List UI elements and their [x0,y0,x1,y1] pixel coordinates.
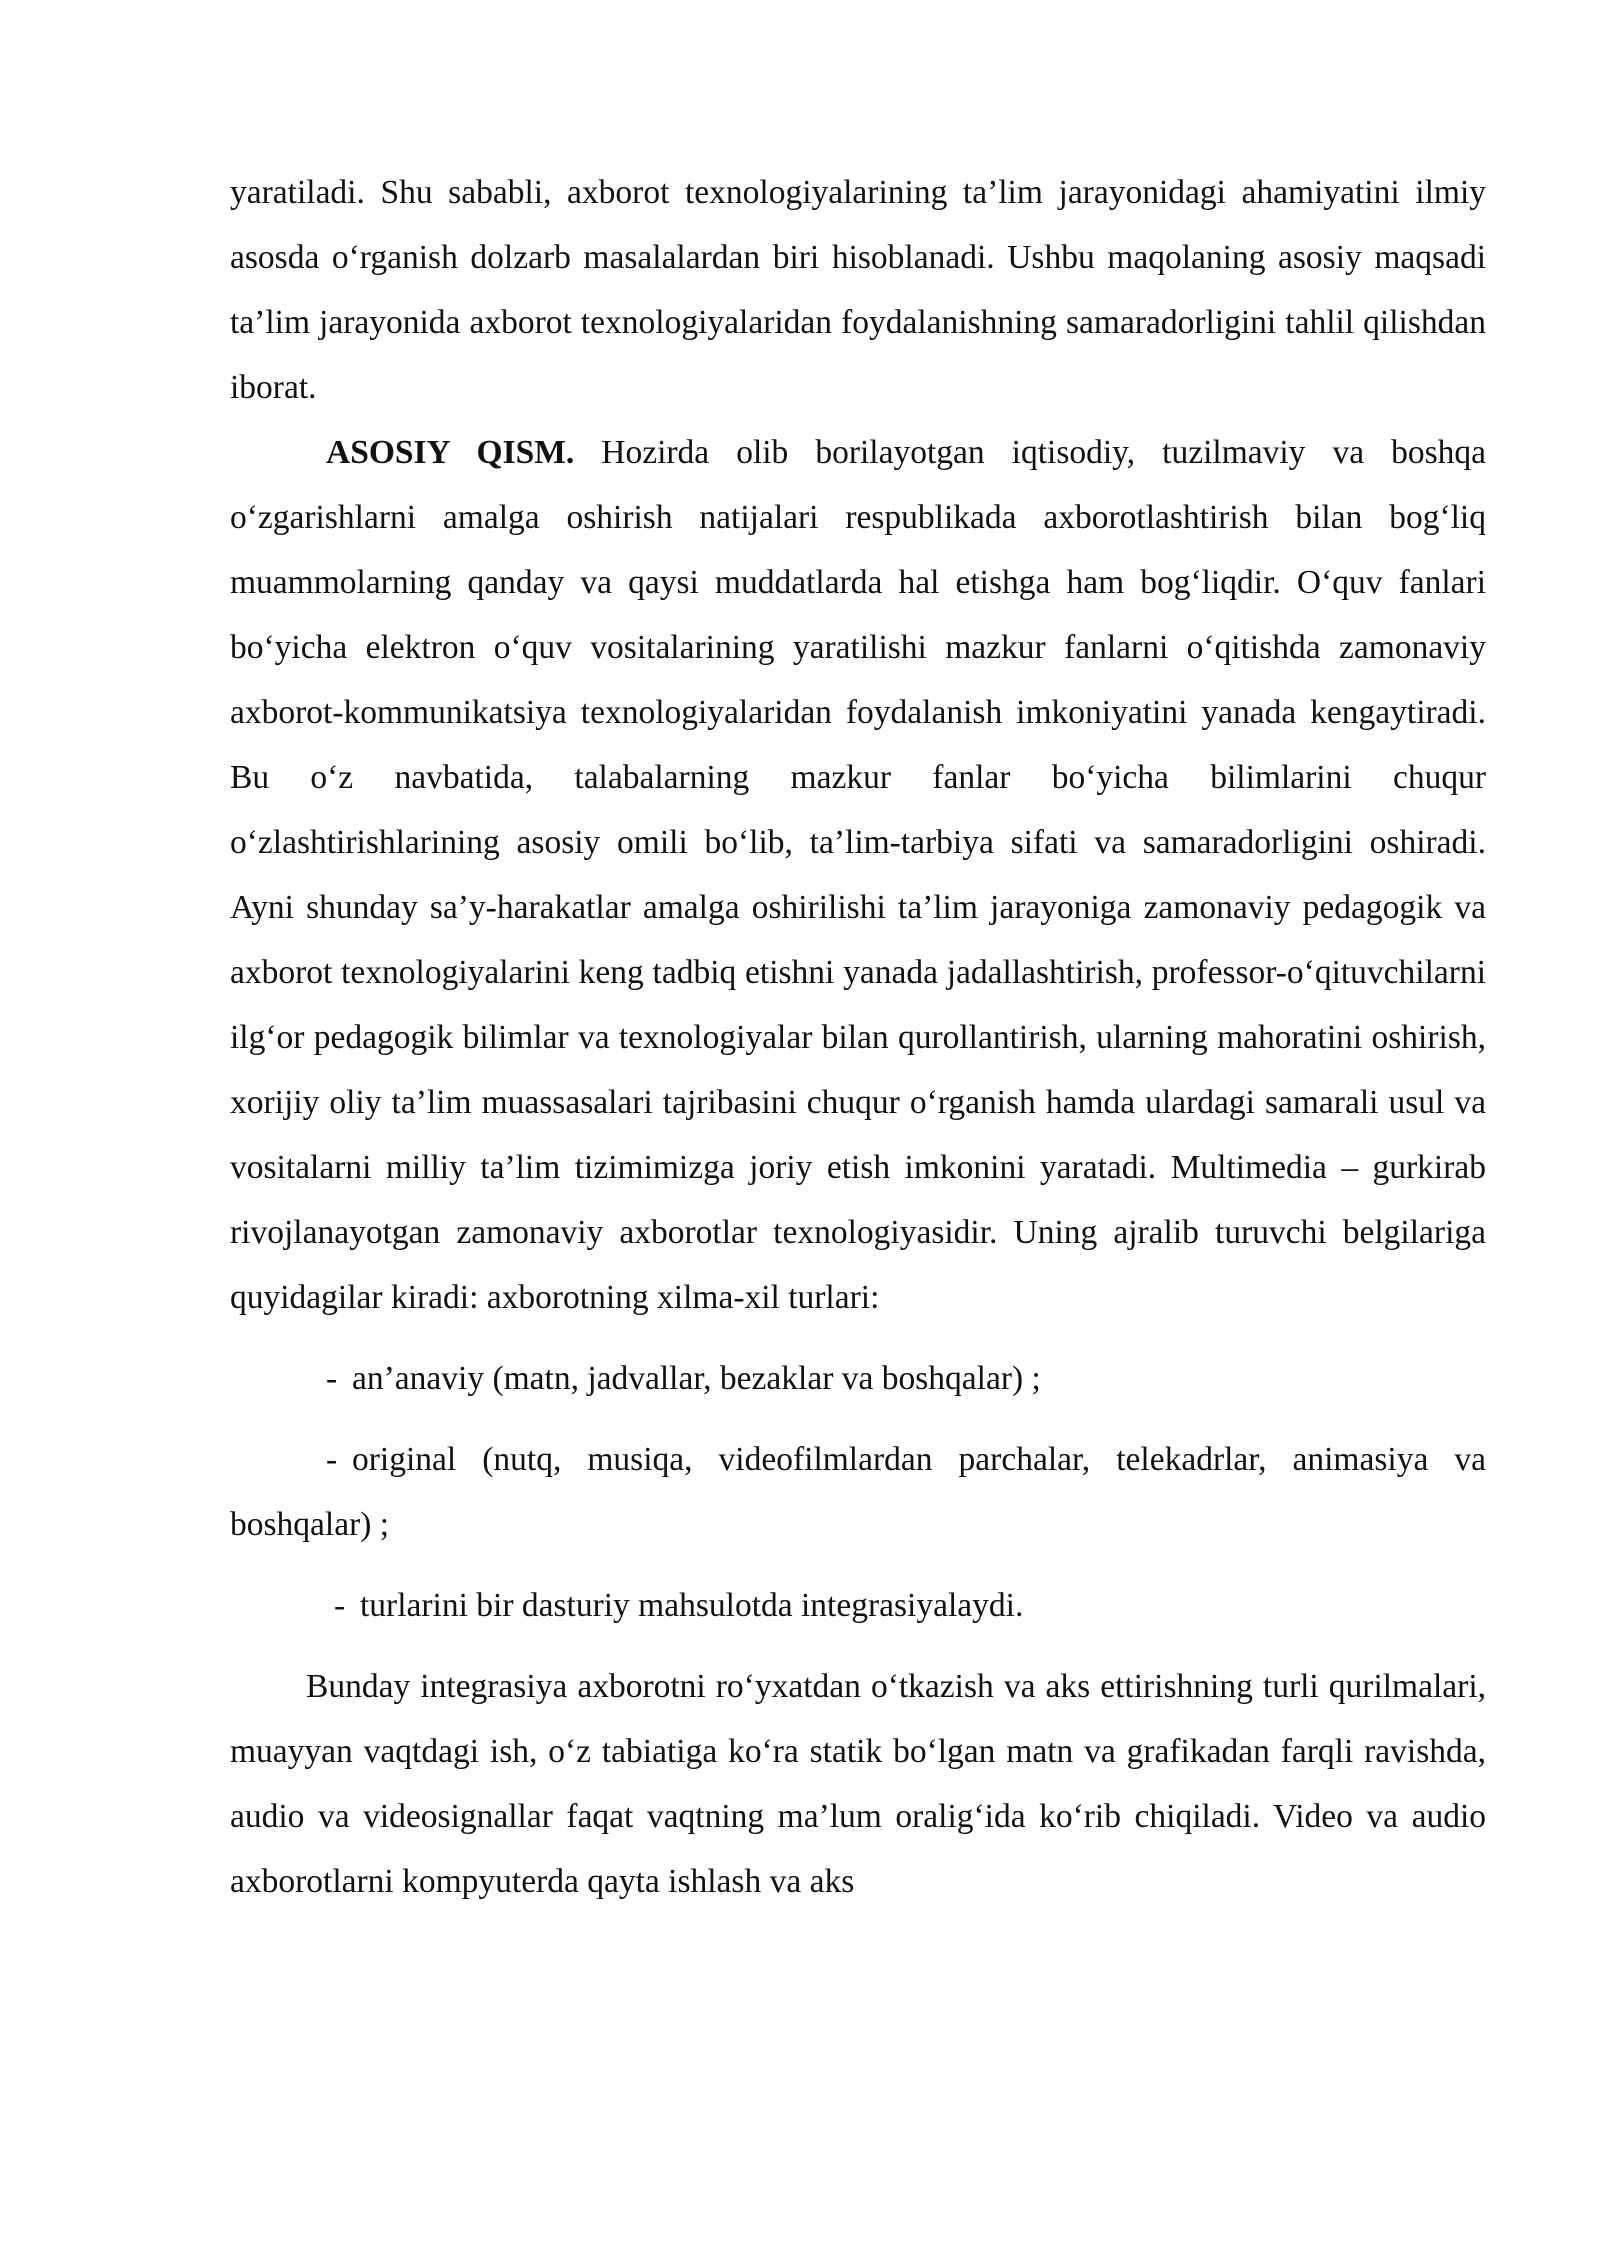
list-item-2-text: original (nutq, musiqa, videofilmlardan parchalar, telekadrlar, animasiya va boshqalar) ; [230,1441,1486,1543]
paragraph-integration: Bunday integrasiya axborotni ro‘yxatdan o‘tkazish va aks ettirishning turli qurilmalari, muayyan vaqtdagi ish, o‘z tabiatiga ko‘ra statik bo‘lgan matn va grafikadan farqli ravishda, audio va videosignallar faqat vaqtning ma’lum oralig‘ida ko‘rib chiqiladi. Video va audio axborotlarni kompyuterda qayta ishlash va aks [230,1668,1486,1900]
list-item-1 [230,1346,1486,1411]
list-item-3 [230,1573,1486,1638]
list-dash: - [326,1441,338,1478]
paragraph-intro-continuation: yaratiladi. Shu sababli, axborot texnologiyalarining ta’lim jarayonidagi ahamiyatini ilmiy asosda o‘rganish dolzarb masalalardan biri hisoblanadi. Ushbu maqolaning asosiy maqsadi ta’lim jarayonida axborot texnologiyalaridan foydalanishning samaradorligini tahlil qilishdan iborat. [230,174,1486,406]
document-body [230,160,1486,1914]
list-item-3-text: turlarini bir dasturiy mahsulotda integrasiyalaydi. [360,1587,1024,1624]
list-item-1-text: an’anaviy (matn, jadvallar, bezaklar va boshqalar) ; [352,1360,1041,1397]
list-item-2 [230,1427,1486,1557]
paragraph-main-part [230,420,1486,1330]
paragraph-main-part-text: Hozirda olib borilayotgan iqtisodiy, tuzilmaviy va boshqa o‘zgarishlarni amalga oshirish natijalari respublikada axborotlashtirish bilan bog‘liq muammolarning qanday va qaysi muddatlarda hal etishga ham bog‘liqdir. O‘quv fanlari bo‘yicha elektron o‘quv vositalarining yaratilishi mazkur fanlarni o‘qitishda zamonaviy axborot-kommunikatsiya texnologiyalaridan foydalanish imkoniyatini yanada kengaytiradi. Bu o‘z navbatida, talabalarning mazkur fanlar bo‘yicha bilimlarini chuqur o‘zlashtirishlarining asosiy omili bo‘lib, ta’lim-tarbiya sifati va samaradorligini oshiradi. Ayni shunday sa’y-harakatlar amalga oshirilishi ta’lim jarayoniga zamonaviy pedagogik va axborot texnologiyalarini keng tadbiq etishni yanada jadallashtirish, professor-o‘qituvchilarni ilg‘or pedagogik bilimlar va texnologiyalar bilan qurollantirish, ularning mahoratini oshirish, xorijiy oliy ta’lim muassasalari tajribasini chuqur o‘rganish hamda ulardagi samarali usul va vositalarni milliy ta’lim tizimimizga joriy etish imkonini yaratadi. Multimedia – gurkirab rivojlanayotgan zamonaviy axborotlar texnologiyasidir. Uning ajralib turuvchi belgilariga quyidagilar kiradi: axborotning xilma-xil turlari: [230,434,1487,1316]
list-dash: - [334,1587,346,1624]
section-heading-asosiy-qism: ASOSIY QISM. [326,434,575,471]
list-dash: - [326,1360,338,1397]
